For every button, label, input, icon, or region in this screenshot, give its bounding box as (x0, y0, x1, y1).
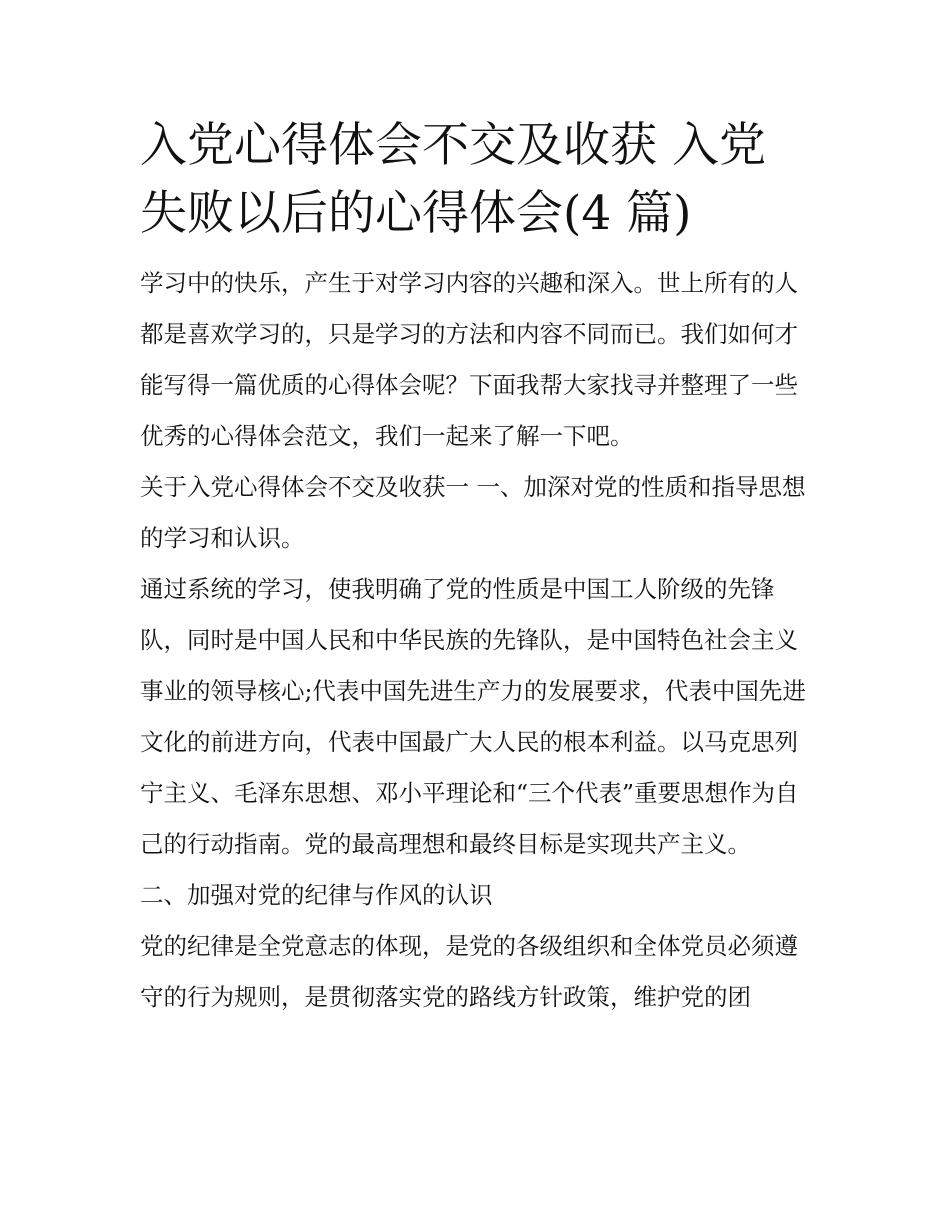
paragraph-intro: 学习中的快乐，产生于对学习内容的兴趣和深入。世上所有的人都是喜欢学习的，只是学习的方法和内容不同而已。我们如何才能写得一篇优质的心得体会呢？下面我帮大家找寻并整理了一些优秀的心得体会范文，我们一起来了解一下吧。 (140, 269, 798, 450)
document-content (140, 112, 812, 1023)
paragraph-section-one-heading: 关于入党心得体会不交及收获一 一、加深对党的性质和指导思想的学习和认识。 (140, 473, 806, 552)
paragraph-section-two-heading: 二、加强对党的纪律与作风的认识 (140, 881, 493, 909)
paragraph-party-discipline: 党的纪律是全党意志的体现，是党的各级组织和全体党员必须遵守的行为规则，是贯彻落实党的路线方针政策，维护党的团 (140, 932, 798, 1011)
document-title: 入党心得体会不交及收获 入党失败以后的心得体会(4 篇) (140, 118, 766, 241)
paragraph-party-nature: 通过系统的学习，使我明确了党的性质是中国工人阶级的先锋队，同时是中国人民和中华民族的先锋队，是中国特色社会主义事业的领导核心;代表中国先进生产力的发展要求，代表中国先进文化的前进方向，代表中国最广大人民的根本利益。以马克思列宁主义、毛泽东思想、邓小平理论和“三个代表”重要思想作为自己的行动指南。党的最高理想和最终目标是实现共产主义。 (140, 575, 806, 858)
document-body (140, 258, 812, 1023)
